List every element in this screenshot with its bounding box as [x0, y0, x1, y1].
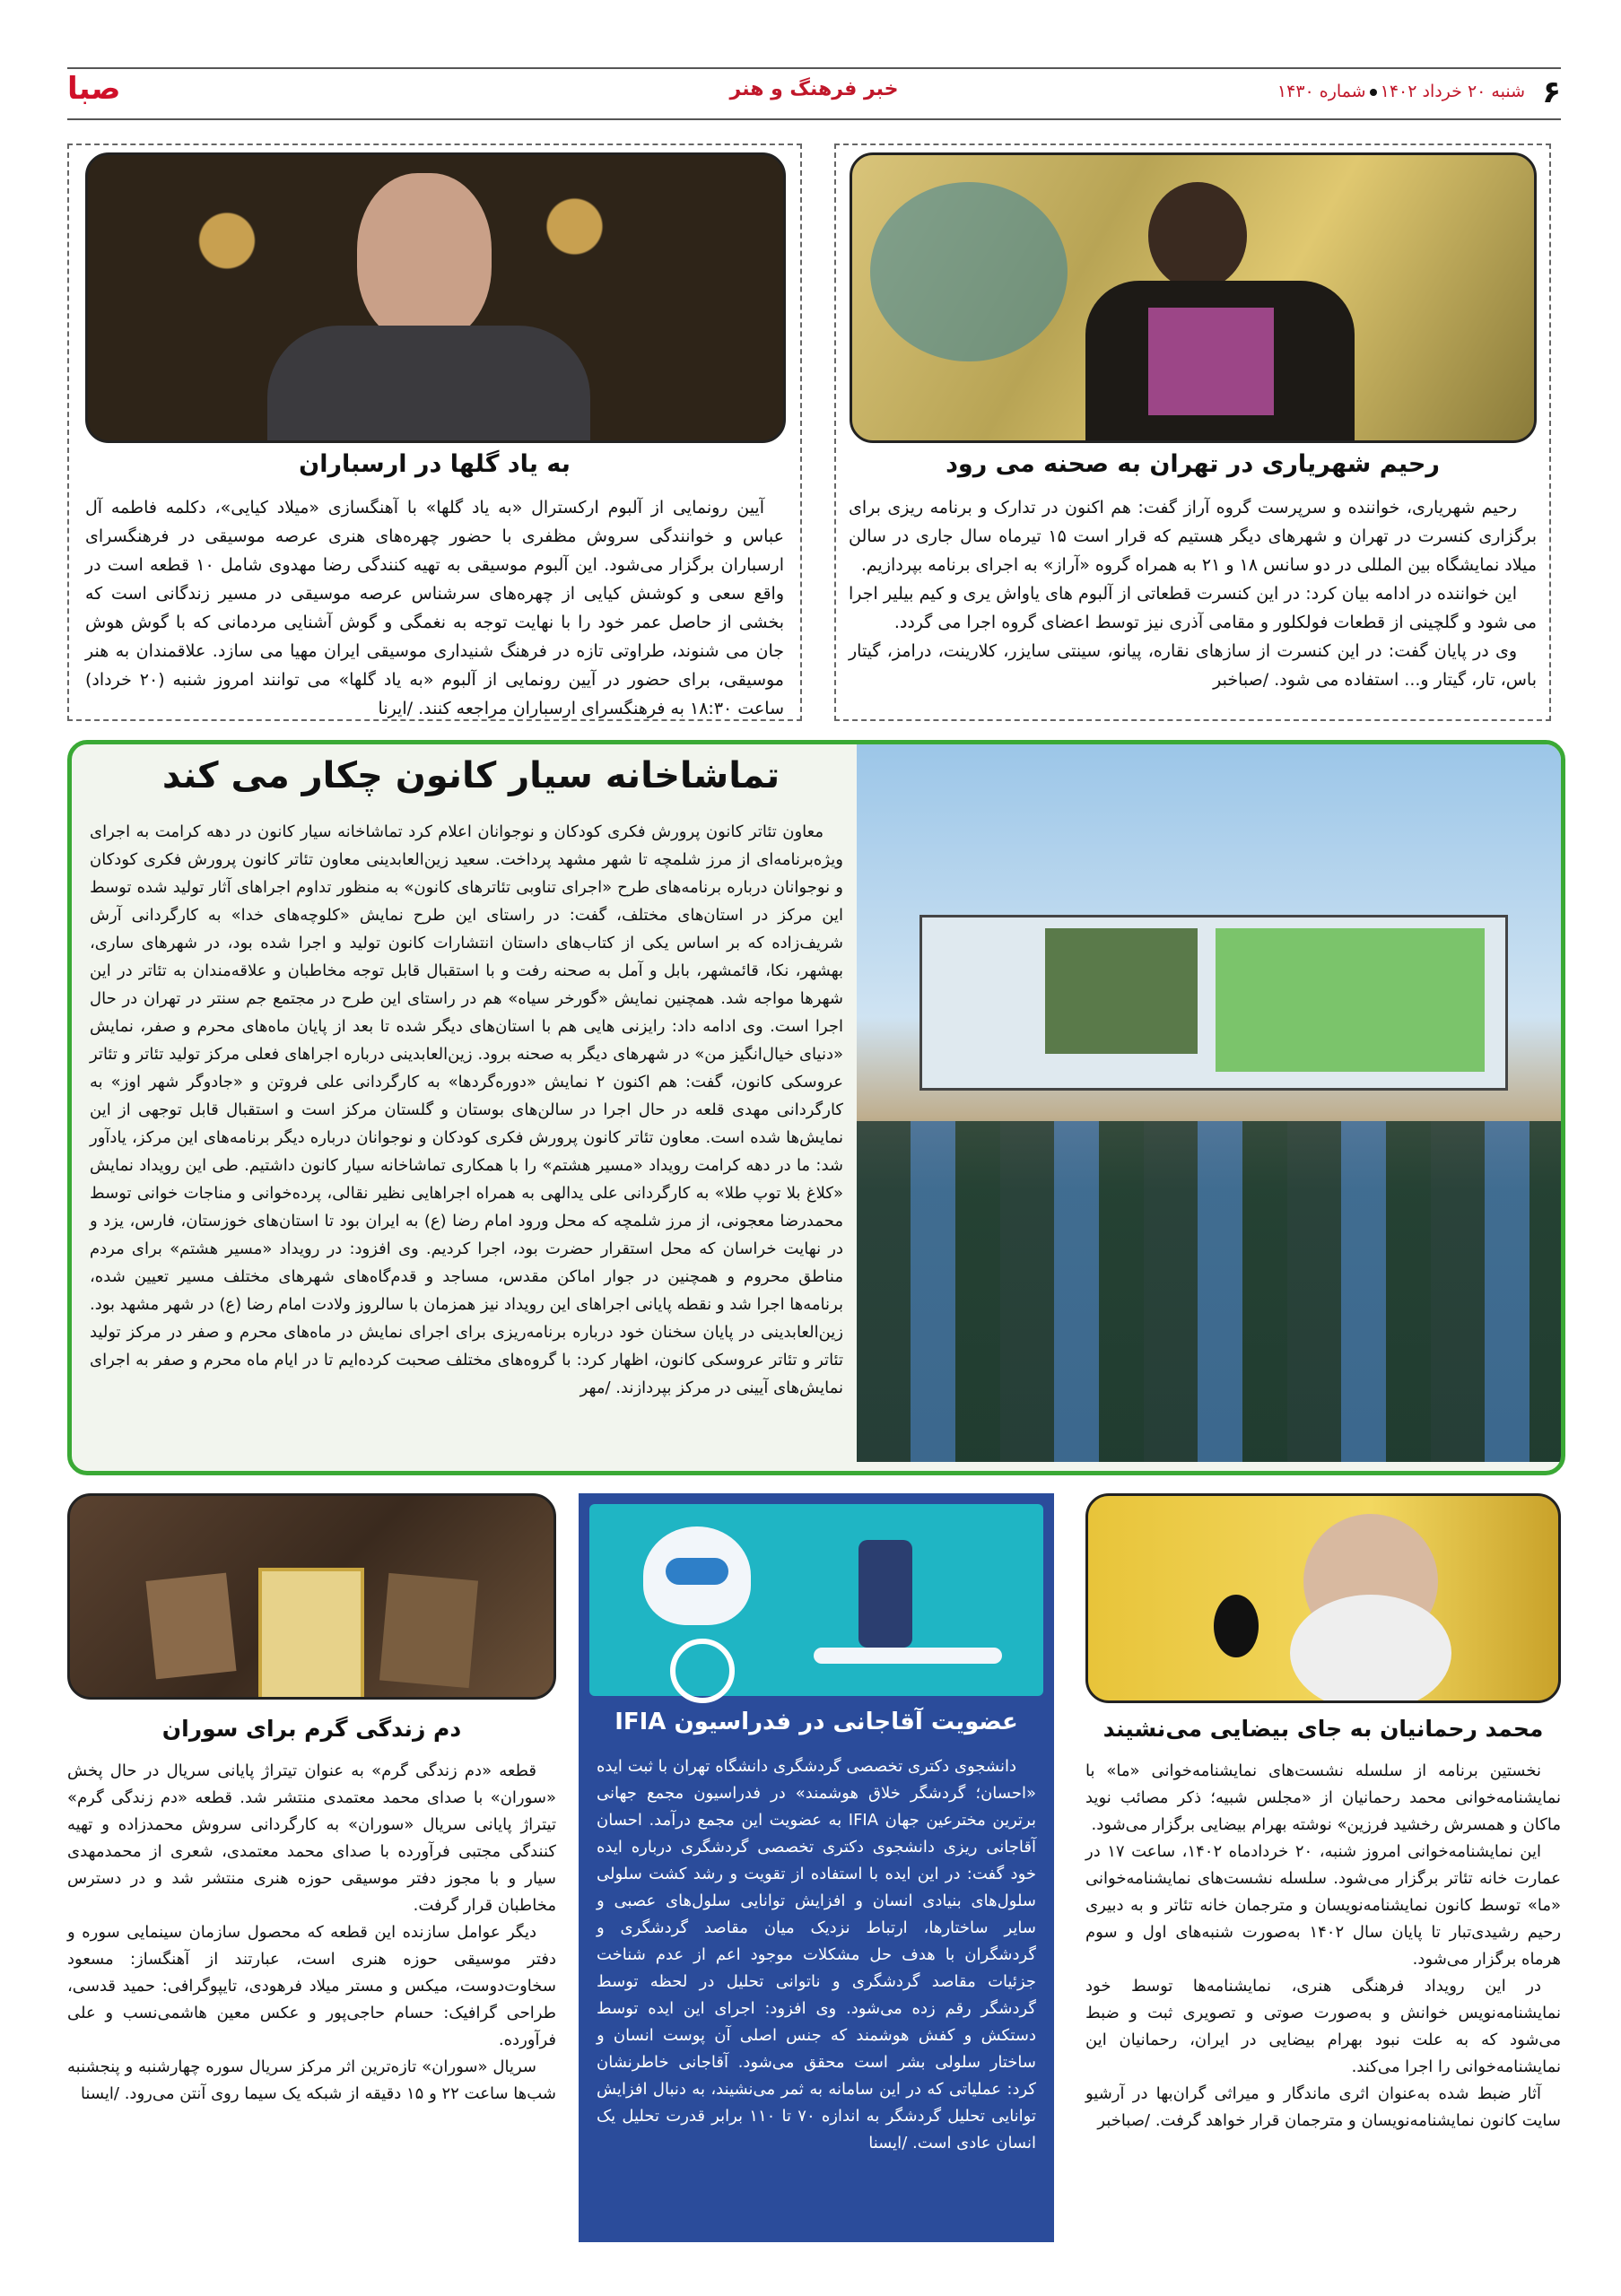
article-body: رحیم شهریاری، خواننده و سرپرست گروه آراز گفت: هم اکنون در تدارک و برنامه ریزی برای برگزاری کنسرت در تهران و شهرهای دیگر هستیم که قرار است ۱۵ تیرماه سال جاری در سالن میلاد نمایشگاه بین المللی در دو سانس ۱۸ و ۲۱ به همراه گروه «آراز» به اجرای برنامه بپردازیم. این خواننده در ادامه بیان کرد: در این کنسرت قطعاتی از آلبوم های یاواش یری و کیم بیلیر اجرا می شود و گلچینی از قطعات فولکلور و مقامی آذری نیز توسط اعضای گروه اجرا می گردد. وی در پایان گفت: در این کنسرت از سازهای نقاره، پیانو، سینتی سایزر، کلارینت، درامز، گیتار باس، تار، گیتار و... استفاده می شود. /صباخبر [849, 498, 1537, 690]
article-body: آیین رونمایی از آلبوم ارکسترال «به یاد گلها» با آهنگسازی «میلاد کیایی»، دکلمه فاطمه آل عباس و خوانندگی سروش مظفری با حضور چهره‌های هنری عرصه موسیقی در فرهنگسرای ارسباران برگزار می‌شود. این آلبوم موسیقی به تهیه کنندگی رضا مهدوی شامل ۱۰ قطعه است در واقع سعی و کوشش کیایی از چهره‌های سرشناس عرصه موسیقی در مسیر زندگانی است که بخشی از حاصل عمر خود را با نهایت توجه به نغمگی و گوش آشنایی مردمانی که با گوش هوش جان می شنوند، طراوتی تازه در فرهنگ شنیداری موسیقی ایران مهیا می سازد. علاقمندان به هنر موسیقی، برای حضور در آیین رونمایی از آلبوم «به یاد گلها» می توانند امروز شنبه (۲۰ خرداد) ساعت ۱۸:۳۰ به فرهنگسرای ارسباران مراجعه کنند. /ایرنا [85, 498, 784, 718]
rahmanian-portrait-photo [1085, 1493, 1561, 1703]
issue-date: شنبه ۲۰ خرداد ۱۴۰۲ [1380, 82, 1525, 101]
article-shahriari [834, 144, 1551, 721]
article-body: نخستین برنامه از سلسله نشست‌های نمایشنامه‌خوانی «ما» با نمایشنامه‌خوانی محمد رحمانیان از «مجلس شبیه؛ ذکر مصائب نوید ماکان و همسرش رخشید فرزین» نوشته بهرام بیضایی برگزار می‌شود. این نمایشنامه‌خوانی امروز شنبه، ۲۰ خردادماه ۱۴۰۲، ساعت ۱۷ در عمارت خانه تئاتر برگزار می‌شود. سلسله نشست‌های نمایشنامه‌خوانی «ما» توسط کانون نمایشنامه‌نویسان و مترجمان خانه تئاتر و به دبیری رحیم رشیدی‌تبار تا پایان سال ۱۴۰۲ به‌صورت شنبه‌های اول و سوم هرماه برگزار می‌شود. در این رویداد فرهنگی هنری، نمایشنامه‌ها توسط خود نمایشنامه‌نویس خوانش و به‌صورت صوتی و تصویری ثبت و ضبط می‌شود که به علت نبود بهرام بیضایی در ایران، رحمانیان این نمایشنامه‌خوانی را اجرا می‌کند. آثار ضبط شده به‌عنوان اثری ماندگار و میراثی گران‌بها در آرشیو سایت کانون نمایشنامه‌نویسان و مترجمان قرار خواهد گرفت. /صباخبر [1085, 1761, 1562, 2130]
issue-number: شماره ۱۴۳۰ [1277, 82, 1366, 101]
composer-portrait-photo [85, 152, 786, 443]
article-title: عضویت آقاجانی در فدراسیون IFIA [614, 1709, 1018, 1735]
separator-dot-icon [1370, 89, 1377, 96]
page-number: ۶ [1542, 74, 1561, 110]
article-body: دانشجوی دکتری تخصصی گردشگری دانشگاه تهران با ثبت ایده «احسان؛ گردشگر خلاق هوشمند» در فدراسیون مجمع جهانی برترین مخترعین جهان IFIA به عضویت این مجمع درآمد. احسان آقاجانی ریزی دانشجوی دکتری تخصصی گردشگری درباره ایده خود گفت: در این ایده با استفاده از تقویت و رشد کشت سلولی سلول‌های بنیادی انسان و افزایش توانایی سلول‌های عصبی و سایر ساختارها، ارتباط نزدیک میان مقاصد گردشگری و گردشگران با هدف حل مشکلات موجود اعم از عدم شناخت جزئیات مقاصد گردشگری و ناتوانی تحلیل در لحظه توسط گردشگر رقم زده می‌شود. وی افزود: اجرای این ایده توسط دستکش و کفش هوشمند که جنس اصلی آن پوست انسان و ساختار سلولی بشر است محقق می‌شود. آقاجانی خاطرنشان کرد: عملیاتی که در این سامانه به ثمر می‌نشیند، به دنبال افزایش توانایی تحلیل گردشگر به اندازه ۷۰ تا ۱۱۰ برابر قدرت تحلیل یک انسان عادی است. /ایسنا [597, 1757, 1036, 2152]
article-rahmanian [1085, 1493, 1561, 2247]
article-body: قطعه «دم زندگی گرم» به عنوان تیتراژ پایانی سریال در حال پخش «سوران» با صدای محمد معتمدی منتشر شد. قطعه «دم زندگی گرم» تیتراژ پایانی سریال «سوران» به کارگردانی سروش محمدزاده و تهیه کنندگی مجتبی فرآورده با صدای محمد معتمدی، شعری از محمدمهدی سیار و با مجوز دفتر موسیقی حوزه هنری منتشر شد و در دسترس مخاطبان قرار گرفت. دیگر عوامل سازنده این قطعه که محصول سازمان سینمایی سوره و دفتر موسیقی حوزه هنری است، عبارتند از آهنگساز: مسعود سخاوت‌دوست، میکس و مستر میلاد فرهودی، تایپوگرافی: حمید قدسی، طراحی گرافیک: حسام حاجی‌پور و عکس معین هاشمی‌نسب و علی فرآورده. سریال «سوران» تازه‌ترین اثر مرکز سریال سوره چهارشنبه و پنجشنبه شب‌ها ساعت ۲۲ و ۱۵ دقیقه از شبکه یک سیما روی آنتن می‌رود. /ایسنا [67, 1761, 556, 2103]
article-souran [67, 1493, 556, 2247]
mobile-theater-photo [857, 744, 1561, 1462]
singer-photo [850, 152, 1537, 443]
article-ifia [579, 1493, 1054, 2242]
newspaper-logo: صبا [67, 71, 121, 107]
page-header [67, 67, 1561, 120]
article-title: محمد رحمانیان به جای بیضایی می‌نشیند [1102, 1716, 1544, 1742]
souran-poster-image [67, 1493, 556, 1700]
ai-robot-illustration [589, 1504, 1043, 1696]
date-issue-line [1277, 82, 1525, 101]
article-kanoon [67, 740, 1565, 1475]
article-title: به یاد گلها در ارسباران [299, 450, 571, 478]
article-title: تماشاخانه سیار کانون چکار می کند [161, 755, 780, 796]
article-golha [67, 144, 802, 721]
section-title: خبر فرهنگ و هنر [729, 78, 899, 100]
article-title: رحیم شهریاری در تهران به صحنه می رود [946, 450, 1440, 478]
article-title: دم زندگی گرم برای سوران [161, 1716, 462, 1742]
article-body: معاون تئاتر کانون پرورش فکری کودکان و نوجوانان اعلام کرد تماشاخانه سیار کانون در دهه کرامت به اجرای ویژه‌برنامه‌ای از مرز شلمچه تا شهر مشهد پرداخت. سعید زین‌العابدینی معاون تئاتر کانون پرورش فکری کودکان و نوجوانان درباره برنامه‌های طرح «اجرای تناوبی تئاترهای کانون» به منظور تداوم اجراهای آثار تولید شده توسط این مرکز در استان‌های مختلف، گفت: در راستای این طرح نمایش «کلوچه‌های خدا» به کارگردانی آرش شریف‌زاده که بر اساس یکی از کتاب‌های داستان انتشارات کانون تولید و اجرا شده بود، در شهرهای ساری، بهشهر، نکا، قائمشهر، بابل و آمل به صحنه رفت و با استقبال قابل توجه مخاطبان و علاقه‌مندان به تئاتر در این شهرها مواجه شد. همچنین نمایش «گورخر سیاه» هم در راستای این طرح در مجتمع جم سنتر در تهران در حال اجرا است. وی ادامه داد: رایزنی هایی هم با استان‌های دیگر شده تا بعد از پایان ماه‌های محرم و صفر، نمایش «دنیای خیال‌انگیز من» در شهرهای دیگر به صحنه برود. زین‌العابدینی درباره اجراهای فعلی مرکز تولید تئاتر و تئاتر عروسکی کانون، گفت: هم اکنون ۲ نمایش «دوره‌گردها» به کارگردانی علی فروتن و «جادوگر شهر اوز» به کارگردانی مهدی قلعه در حال اجرا در سالن‌های بوستان و گلستان مرکز است و استقبال قابل توجهی از این نمایش‌ها شده است. معاون تئاتر کانون پرورش فکری کودکان و نوجوانان درباره دیگر برنامه‌های این مرکز، یادآور شد: ما در دهه کرامت رویداد «مسیر هشتم» را با همکاری تماشاخانه سیار کانون داشتیم. طی این رویداد نمایش «کلاغ بلا توپ طلا» به کارگردانی علی یدالهی به همراه اجراهایی نظیر نقالی، پرده‌خوانی و مناجات خوانی توسط محمدرضا معجونی، از مرز شلمچه که محل ورود امام رضا (ع) به ایران بود تا استان‌های خوزستان، فارس، یزد و در نهایت خراسان که محل استقرار حضرت بود، اجرا کردیم. وی افزود: در رویداد «مسیر هشتم» برای مردم مناطق محروم و همچنین در جوار اماکن مقدس، مساجد و قدم‌گاه‌های شهرهای مختلف مسیر تعیین شده، برنامه‌ها اجرا شد و نقطه پایانی اجراهای این رویداد نیز همزمان با سالروز ولادت امام رضا (ع) در شهر مشهد بود. زین‌العابدینی در پایان سخنان خود درباره برنامه‌ریزی برای اجرای نمایش در ماه‌های محرم و صفر در مرکز تولید تئاتر و تئاتر عروسکی کانون، اظهار کرد: با گروه‌های مختلف صحبت کرده‌ایم تا در ایام ماه محرم و صفر به اجرای نمایش‌های آیینی در مرکز بپردازند. /مهر [89, 822, 843, 1397]
